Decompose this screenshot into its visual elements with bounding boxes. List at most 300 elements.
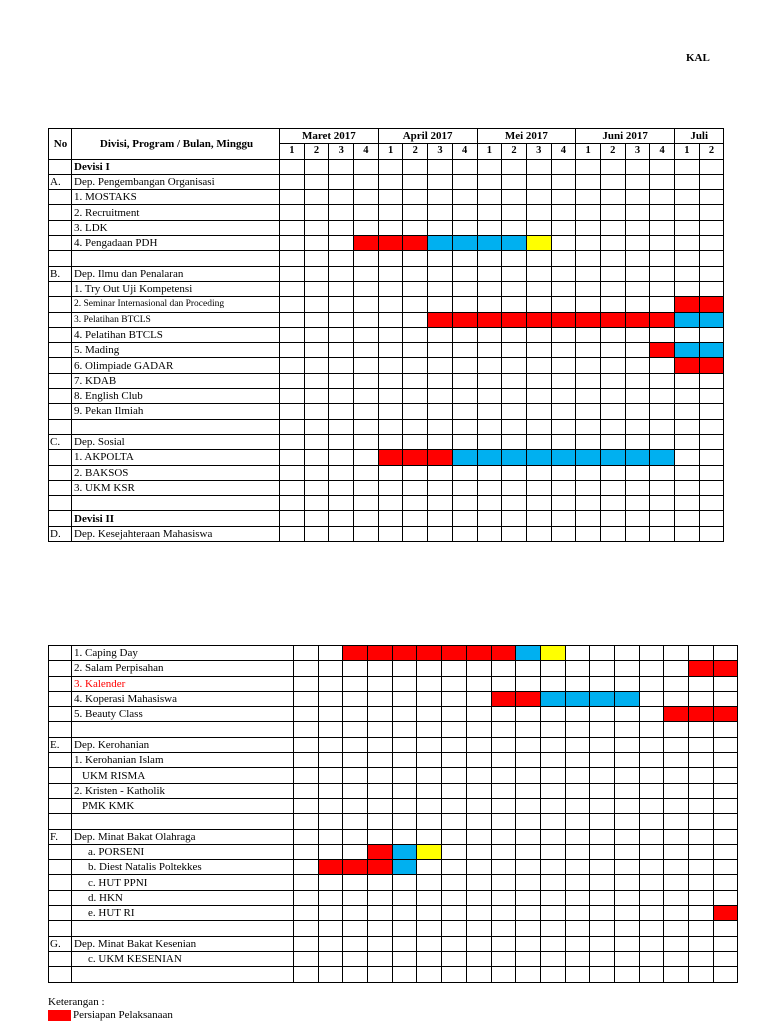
schedule-cell — [650, 159, 675, 174]
week-header: 1 — [378, 144, 403, 159]
schedule-cell — [614, 737, 639, 752]
schedule-cell — [491, 890, 516, 905]
schedule-cell — [403, 480, 428, 495]
schedule-cell — [442, 753, 467, 768]
schedule-cell — [576, 511, 601, 526]
schedule-cell — [378, 373, 403, 388]
schedule-cell — [540, 783, 565, 798]
schedule-cell — [664, 768, 689, 783]
schedule-cell — [442, 860, 467, 875]
schedule-cell-blue — [428, 236, 453, 251]
schedule-cell — [329, 465, 354, 480]
schedule-cell — [526, 343, 551, 358]
legend-title: Keterangan : — [48, 996, 105, 1008]
table-row — [49, 526, 724, 541]
schedule-cell — [491, 707, 516, 722]
schedule-cell — [502, 358, 527, 373]
schedule-cell — [713, 768, 738, 783]
schedule-cell — [477, 434, 502, 449]
schedule-cell — [699, 327, 724, 342]
schedule-cell — [675, 159, 700, 174]
schedule-cell-blue — [675, 343, 700, 358]
schedule-cell-red — [675, 297, 700, 312]
schedule-cell — [428, 251, 453, 266]
schedule-cell — [576, 205, 601, 220]
schedule-cell — [664, 737, 689, 752]
schedule-cell — [551, 496, 576, 511]
schedule-cell-red — [428, 450, 453, 465]
schedule-cell-blue — [452, 450, 477, 465]
week-header: 3 — [329, 144, 354, 159]
schedule-cell — [403, 511, 428, 526]
schedule-cell — [526, 174, 551, 189]
schedule-cell — [713, 860, 738, 875]
schedule-cell — [625, 511, 650, 526]
header-program: Divisi, Program / Bulan, Minggu — [72, 129, 280, 160]
schedule-cell — [625, 190, 650, 205]
schedule-cell — [378, 465, 403, 480]
schedule-cell — [713, 829, 738, 844]
row-number — [49, 358, 72, 373]
schedule-cell — [689, 860, 714, 875]
schedule-cell — [477, 389, 502, 404]
schedule-cell — [428, 358, 453, 373]
schedule-cell — [614, 875, 639, 890]
schedule-cell — [318, 890, 343, 905]
schedule-cell — [650, 251, 675, 266]
schedule-cell — [280, 496, 305, 511]
schedule-cell — [417, 707, 442, 722]
schedule-cell — [590, 967, 615, 982]
schedule-cell — [304, 281, 329, 296]
table-row — [49, 159, 724, 174]
schedule-cell — [502, 419, 527, 434]
schedule-cell — [650, 404, 675, 419]
schedule-cell — [466, 722, 491, 737]
row-number: B. — [49, 266, 72, 281]
schedule-cell-red — [650, 312, 675, 327]
schedule-cell — [502, 190, 527, 205]
table-row — [49, 906, 738, 921]
schedule-cell — [280, 297, 305, 312]
schedule-cell — [329, 343, 354, 358]
schedule-cell-blue — [477, 450, 502, 465]
schedule-cell — [318, 768, 343, 783]
schedule-cell — [551, 236, 576, 251]
schedule-cell — [650, 327, 675, 342]
schedule-cell — [378, 480, 403, 495]
legend-swatch-red — [48, 1010, 71, 1021]
schedule-cell — [713, 936, 738, 951]
program-label: 8. English Club — [72, 389, 280, 404]
schedule-cell — [343, 707, 368, 722]
schedule-cell — [368, 753, 393, 768]
schedule-cell — [442, 722, 467, 737]
program-label: 2. Salam Perpisahan — [72, 661, 294, 676]
week-header: 4 — [551, 144, 576, 159]
schedule-cell — [318, 676, 343, 691]
table-row — [49, 890, 738, 905]
schedule-cell — [280, 419, 305, 434]
schedule-cell — [294, 875, 319, 890]
schedule-cell — [280, 389, 305, 404]
schedule-cell — [699, 373, 724, 388]
schedule-cell — [590, 906, 615, 921]
schedule-cell — [329, 159, 354, 174]
schedule-cell-blue — [600, 450, 625, 465]
schedule-cell — [675, 496, 700, 511]
schedule-cell — [576, 343, 601, 358]
schedule-cell — [551, 281, 576, 296]
schedule-cell — [294, 936, 319, 951]
schedule-cell — [477, 419, 502, 434]
schedule-cell-red — [343, 860, 368, 875]
schedule-cell — [650, 465, 675, 480]
schedule-cell — [294, 661, 319, 676]
schedule-cell-red — [354, 236, 379, 251]
schedule-cell — [650, 480, 675, 495]
schedule-table-top — [48, 128, 724, 542]
schedule-cell — [343, 875, 368, 890]
row-number — [49, 220, 72, 235]
schedule-cell — [491, 737, 516, 752]
schedule-cell — [280, 174, 305, 189]
schedule-cell — [417, 921, 442, 936]
table-row — [49, 404, 724, 419]
schedule-cell — [318, 829, 343, 844]
schedule-cell — [466, 906, 491, 921]
schedule-cell — [614, 753, 639, 768]
schedule-cell — [600, 480, 625, 495]
schedule-cell — [576, 159, 601, 174]
schedule-cell — [713, 875, 738, 890]
schedule-cell — [540, 722, 565, 737]
schedule-cell — [699, 465, 724, 480]
table-row — [49, 753, 738, 768]
schedule-cell — [590, 737, 615, 752]
schedule-cell — [565, 783, 590, 798]
row-number — [49, 798, 72, 813]
schedule-cell — [639, 951, 664, 966]
schedule-cell — [304, 266, 329, 281]
schedule-cell — [417, 661, 442, 676]
schedule-cell — [699, 159, 724, 174]
week-header: 2 — [304, 144, 329, 159]
schedule-cell — [378, 343, 403, 358]
schedule-cell — [294, 890, 319, 905]
schedule-cell — [502, 389, 527, 404]
table-row — [49, 281, 724, 296]
schedule-cell — [540, 661, 565, 676]
row-number: G. — [49, 936, 72, 951]
schedule-cell — [354, 327, 379, 342]
schedule-cell — [664, 798, 689, 813]
schedule-cell — [713, 844, 738, 859]
schedule-cell — [280, 480, 305, 495]
schedule-cell — [576, 373, 601, 388]
schedule-cell — [343, 921, 368, 936]
schedule-cell — [551, 419, 576, 434]
schedule-cell — [392, 661, 417, 676]
schedule-cell — [675, 511, 700, 526]
schedule-cell — [442, 921, 467, 936]
row-number — [49, 419, 72, 434]
schedule-cell — [491, 814, 516, 829]
week-header: 3 — [625, 144, 650, 159]
schedule-cell — [590, 921, 615, 936]
schedule-cell — [329, 480, 354, 495]
program-label — [72, 967, 294, 982]
schedule-cell — [442, 906, 467, 921]
schedule-cell — [442, 661, 467, 676]
schedule-cell — [452, 266, 477, 281]
schedule-cell — [590, 676, 615, 691]
schedule-cell — [600, 205, 625, 220]
schedule-cell — [354, 266, 379, 281]
schedule-cell-yellow — [526, 236, 551, 251]
schedule-cell — [304, 159, 329, 174]
schedule-cell — [664, 967, 689, 982]
schedule-cell — [650, 496, 675, 511]
schedule-cell — [576, 190, 601, 205]
schedule-cell — [650, 511, 675, 526]
schedule-cell — [540, 860, 565, 875]
schedule-cell — [502, 465, 527, 480]
schedule-cell-red — [442, 646, 467, 661]
schedule-cell — [713, 967, 738, 982]
schedule-cell — [378, 312, 403, 327]
schedule-cell — [540, 737, 565, 752]
program-label: c. UKM KESENIAN — [72, 951, 294, 966]
schedule-cell — [565, 707, 590, 722]
schedule-cell — [576, 419, 601, 434]
schedule-cell — [343, 722, 368, 737]
schedule-cell — [368, 768, 393, 783]
program-label: UKM RISMA — [72, 768, 294, 783]
schedule-cell — [625, 327, 650, 342]
schedule-cell — [368, 737, 393, 752]
schedule-cell — [516, 906, 541, 921]
program-label: 6. Olimpiade GADAR — [72, 358, 280, 373]
schedule-cell — [329, 511, 354, 526]
schedule-cell — [329, 526, 354, 541]
schedule-cell — [551, 251, 576, 266]
schedule-cell-red — [689, 707, 714, 722]
schedule-cell — [442, 875, 467, 890]
schedule-cell — [614, 783, 639, 798]
schedule-cell — [551, 465, 576, 480]
schedule-cell-red — [600, 312, 625, 327]
schedule-cell — [452, 358, 477, 373]
schedule-cell — [280, 266, 305, 281]
program-label: 7. KDAB — [72, 373, 280, 388]
schedule-cell — [540, 844, 565, 859]
schedule-cell — [576, 266, 601, 281]
schedule-cell — [689, 646, 714, 661]
schedule-cell — [417, 951, 442, 966]
schedule-cell — [713, 676, 738, 691]
schedule-cell-red — [466, 646, 491, 661]
schedule-cell — [576, 174, 601, 189]
week-header: 3 — [428, 144, 453, 159]
schedule-cell — [502, 511, 527, 526]
schedule-cell-blue — [614, 691, 639, 706]
schedule-cell — [540, 768, 565, 783]
schedule-cell — [699, 434, 724, 449]
program-label: 1. Caping Day — [72, 646, 294, 661]
row-number — [49, 951, 72, 966]
month-juni: Juni 2017 — [576, 129, 675, 144]
schedule-cell — [614, 844, 639, 859]
schedule-cell — [664, 661, 689, 676]
schedule-cell — [551, 205, 576, 220]
schedule-cell — [294, 844, 319, 859]
schedule-cell — [428, 419, 453, 434]
schedule-cell — [565, 860, 590, 875]
schedule-cell — [664, 875, 689, 890]
schedule-cell-red — [368, 844, 393, 859]
week-header: 2 — [699, 144, 724, 159]
table-row — [49, 358, 724, 373]
schedule-cell — [540, 676, 565, 691]
schedule-cell — [600, 236, 625, 251]
schedule-cell-red — [378, 236, 403, 251]
schedule-cell — [403, 434, 428, 449]
schedule-cell — [304, 358, 329, 373]
schedule-cell — [551, 389, 576, 404]
schedule-cell-red — [392, 646, 417, 661]
schedule-cell — [466, 737, 491, 752]
schedule-cell — [565, 906, 590, 921]
schedule-cell — [675, 389, 700, 404]
schedule-cell — [576, 434, 601, 449]
schedule-cell — [304, 190, 329, 205]
table-row — [49, 921, 738, 936]
schedule-cell — [428, 404, 453, 419]
schedule-cell — [576, 236, 601, 251]
schedule-cell — [650, 373, 675, 388]
schedule-cell — [378, 526, 403, 541]
schedule-cell — [403, 266, 428, 281]
schedule-cell — [540, 875, 565, 890]
schedule-cell — [354, 511, 379, 526]
schedule-cell — [664, 814, 689, 829]
schedule-cell — [699, 404, 724, 419]
month-juli: Juli — [675, 129, 724, 144]
schedule-cell — [304, 389, 329, 404]
header-no: No — [49, 129, 72, 160]
schedule-cell — [466, 829, 491, 844]
schedule-cell — [304, 327, 329, 342]
schedule-cell-red — [689, 661, 714, 676]
schedule-cell — [343, 844, 368, 859]
schedule-cell — [343, 814, 368, 829]
row-number — [49, 480, 72, 495]
program-label: 3. LDK — [72, 220, 280, 235]
schedule-cell — [452, 190, 477, 205]
schedule-cell — [428, 266, 453, 281]
schedule-cell — [625, 389, 650, 404]
schedule-cell — [343, 829, 368, 844]
schedule-cell — [625, 343, 650, 358]
schedule-cell-red — [625, 312, 650, 327]
schedule-cell — [442, 783, 467, 798]
program-label: 2. Seminar Internasional dan Proceding — [72, 297, 280, 312]
row-number — [49, 251, 72, 266]
schedule-cell — [565, 921, 590, 936]
schedule-cell — [417, 676, 442, 691]
schedule-cell-red — [502, 312, 527, 327]
schedule-cell — [403, 297, 428, 312]
schedule-cell — [713, 753, 738, 768]
schedule-cell — [600, 496, 625, 511]
schedule-cell — [699, 220, 724, 235]
table-row — [49, 251, 724, 266]
table-row — [49, 434, 724, 449]
schedule-cell — [378, 358, 403, 373]
schedule-cell-red — [452, 312, 477, 327]
schedule-cell — [516, 753, 541, 768]
schedule-cell — [392, 814, 417, 829]
schedule-cell — [318, 798, 343, 813]
schedule-cell — [354, 434, 379, 449]
schedule-cell-blue — [477, 236, 502, 251]
schedule-cell — [318, 921, 343, 936]
schedule-cell — [526, 373, 551, 388]
schedule-cell — [664, 722, 689, 737]
schedule-cell — [477, 327, 502, 342]
schedule-cell — [590, 890, 615, 905]
schedule-cell-red — [368, 646, 393, 661]
schedule-cell — [392, 753, 417, 768]
schedule-cell — [368, 967, 393, 982]
schedule-cell — [540, 707, 565, 722]
schedule-cell — [452, 419, 477, 434]
schedule-cell — [442, 844, 467, 859]
schedule-cell — [675, 327, 700, 342]
schedule-cell — [576, 281, 601, 296]
schedule-cell — [664, 829, 689, 844]
schedule-cell — [491, 951, 516, 966]
schedule-cell — [600, 404, 625, 419]
schedule-cell — [294, 814, 319, 829]
schedule-cell — [502, 434, 527, 449]
schedule-cell — [428, 159, 453, 174]
schedule-cell — [343, 783, 368, 798]
row-number — [49, 511, 72, 526]
schedule-cell — [304, 465, 329, 480]
week-header: 1 — [675, 144, 700, 159]
row-number: F. — [49, 829, 72, 844]
schedule-cell — [280, 327, 305, 342]
schedule-cell — [466, 936, 491, 951]
schedule-cell — [600, 511, 625, 526]
schedule-cell — [491, 722, 516, 737]
schedule-cell — [304, 205, 329, 220]
schedule-cell — [526, 327, 551, 342]
schedule-cell — [428, 343, 453, 358]
program-label — [72, 814, 294, 829]
schedule-cell — [466, 768, 491, 783]
schedule-cell — [477, 281, 502, 296]
schedule-cell — [452, 327, 477, 342]
schedule-cell — [329, 327, 354, 342]
schedule-cell — [675, 174, 700, 189]
schedule-cell — [614, 906, 639, 921]
schedule-cell — [280, 343, 305, 358]
schedule-cell — [551, 174, 576, 189]
schedule-cell — [576, 465, 601, 480]
